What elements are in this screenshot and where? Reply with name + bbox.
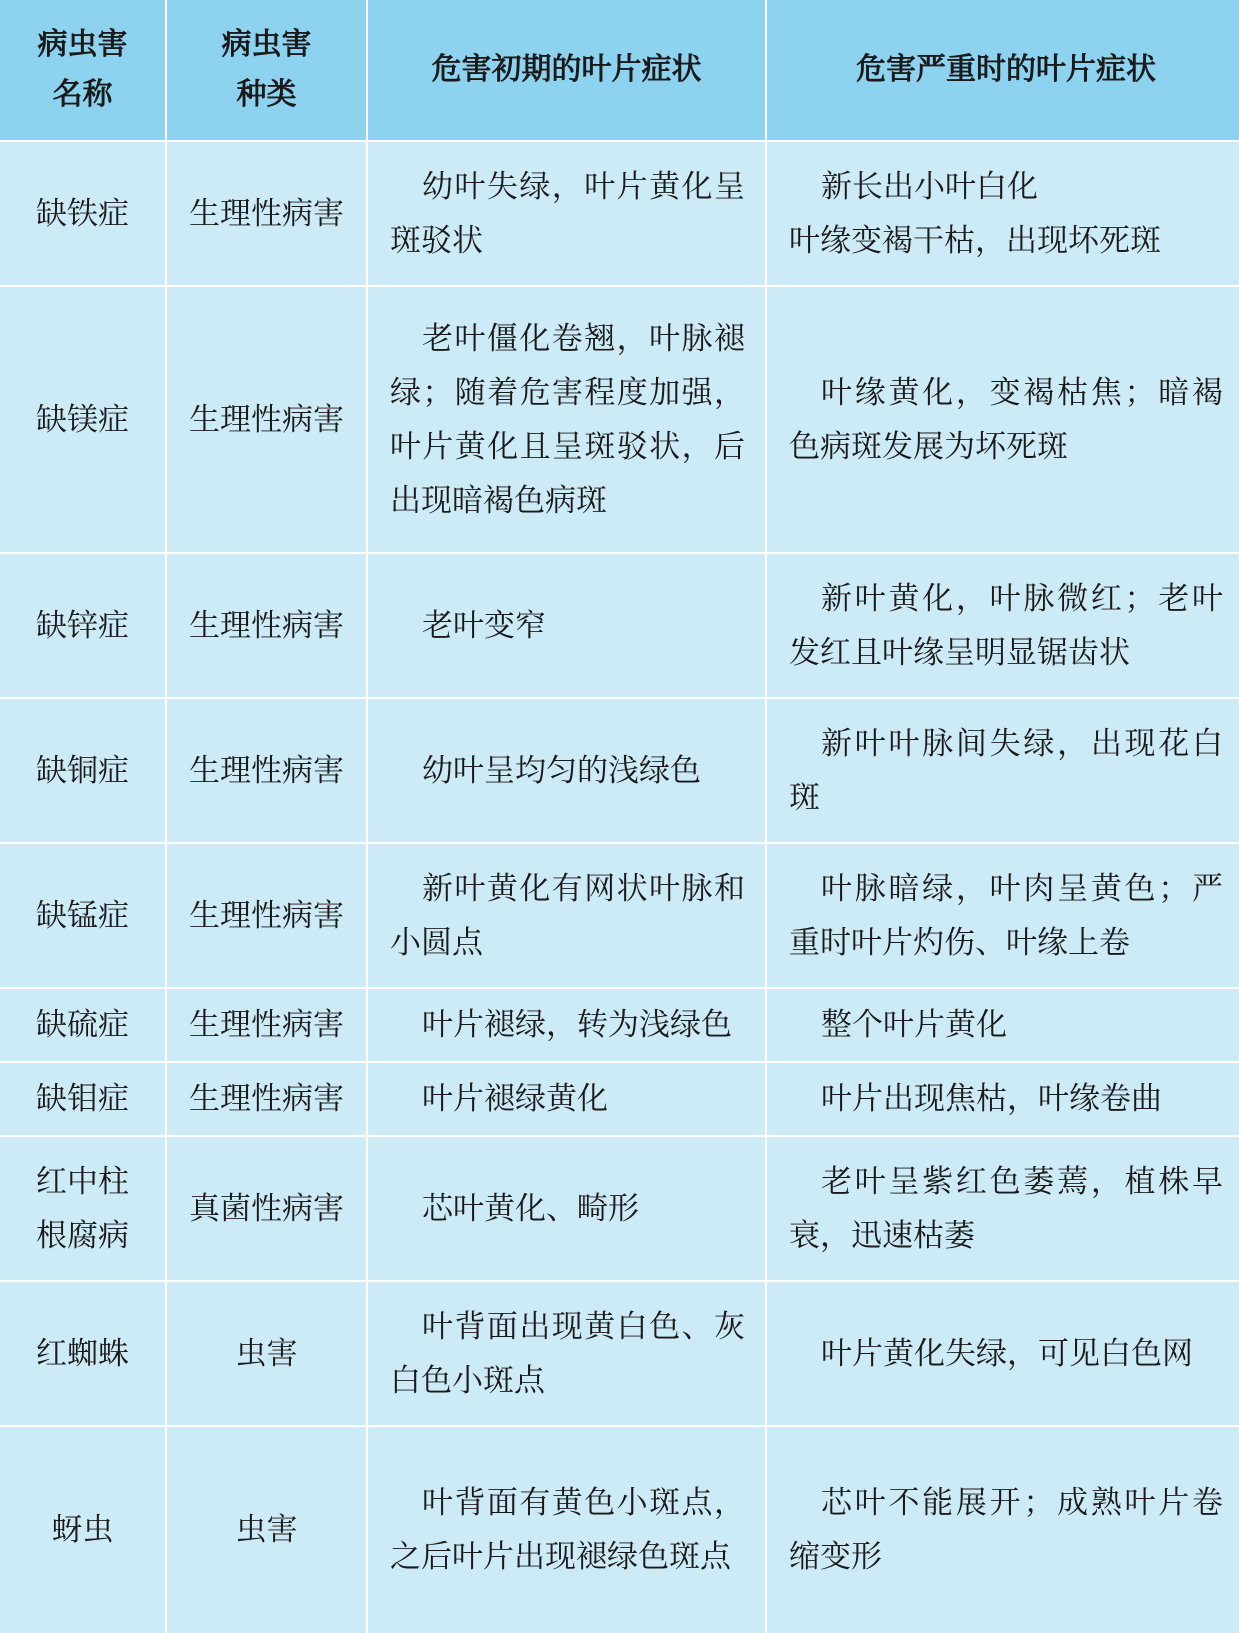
table-cell-text: 生理性病害: [189, 752, 344, 789]
table-cell-text: 新叶黄化，叶脉微红；老叶发红且叶缘呈明显锯齿状: [789, 580, 1223, 671]
cell-severe-symptoms: [767, 142, 1239, 285]
header-name-label: 病虫害 名称: [37, 27, 128, 112]
table-cell-text: 生理性病害: [189, 607, 344, 644]
table-cell-text: 虫害: [235, 1512, 298, 1548]
table-cell-text: 生理性病害: [189, 195, 344, 232]
table-cell-text: 缺钼症: [36, 1081, 129, 1117]
header-early-symptoms: [368, 0, 765, 140]
table-cell-text: 老叶呈紫红色萎蔫，植株早衰，迅速枯萎: [789, 1163, 1223, 1254]
table-cell-text: 叶片褪绿，转为浅绿色: [422, 1007, 732, 1043]
cell-severe-symptoms: [767, 1427, 1239, 1633]
table-cell-text: 虫害: [235, 1335, 298, 1372]
table-cell-text: 叶脉暗绿，叶肉呈黄色；严重时叶片灼伤、叶缘上卷: [789, 870, 1223, 961]
table-cell-text: 红蜘蛛: [36, 1335, 129, 1372]
cell-early-symptoms: [368, 699, 765, 842]
cell-pest-name: [0, 1063, 165, 1135]
cell-pest-type: [167, 1063, 366, 1135]
cell-pest-name: [0, 142, 165, 285]
cell-early-symptoms: [368, 554, 765, 697]
header-type-label: 病虫害 种类: [221, 27, 312, 112]
cell-pest-name: [0, 844, 165, 987]
table-cell-text: 新长出小叶白化 叶缘变褐干枯，出现坏死斑: [789, 168, 1161, 259]
cell-severe-symptoms: [767, 699, 1239, 842]
table-cell-text: 红中柱 根腐病: [36, 1163, 129, 1254]
cell-pest-type: [167, 989, 366, 1061]
cell-pest-type: [167, 844, 366, 987]
table-cell-text: 芯叶黄化、畸形: [422, 1190, 639, 1227]
header-name: [0, 0, 165, 140]
cell-early-symptoms: [368, 1427, 765, 1633]
cell-early-symptoms: [368, 287, 765, 552]
table-cell-text: 真菌性病害: [189, 1190, 344, 1227]
table-cell-text: 新叶叶脉间失绿，出现花白斑: [789, 725, 1223, 816]
cell-pest-type: [167, 142, 366, 285]
cell-early-symptoms: [368, 1137, 765, 1280]
cell-pest-name: [0, 1137, 165, 1280]
cell-severe-symptoms: [767, 844, 1239, 987]
table-cell-text: 叶缘黄化，变褐枯焦；暗褐色病斑发展为坏死斑: [789, 374, 1223, 465]
cell-pest-type: [167, 699, 366, 842]
table-cell-text: 蚜虫: [51, 1512, 114, 1548]
cell-pest-type: [167, 287, 366, 552]
table-cell-text: 缺锰症: [36, 897, 129, 934]
cell-severe-symptoms: [767, 1063, 1239, 1135]
table-cell-text: 叶片黄化失绿，可见白色网: [821, 1335, 1193, 1372]
table-cell-text: 缺硫症: [36, 1007, 129, 1043]
cell-severe-symptoms: [767, 554, 1239, 697]
table-cell-text: 缺铜症: [36, 752, 129, 789]
cell-pest-name: [0, 989, 165, 1061]
cell-pest-name: [0, 287, 165, 552]
table-cell-text: 叶片出现焦枯，叶缘卷曲: [821, 1081, 1162, 1117]
table-cell-text: 新叶黄化有网状叶脉和小圆点: [390, 870, 745, 961]
table-cell-text: 幼叶失绿，叶片黄化呈斑驳状: [390, 168, 745, 259]
table-cell-text: 缺铁症: [36, 195, 129, 232]
cell-pest-type: [167, 1282, 366, 1425]
header-type: [167, 0, 366, 140]
table-cell-text: 叶背面出现黄白色、灰白色小斑点: [390, 1308, 745, 1399]
table-cell-text: 生理性病害: [189, 401, 344, 438]
cell-early-symptoms: [368, 989, 765, 1061]
cell-early-symptoms: [368, 142, 765, 285]
cell-pest-name: [0, 554, 165, 697]
table-cell-text: 老叶变窄: [422, 607, 546, 644]
cell-severe-symptoms: [767, 989, 1239, 1061]
table-cell-text: 生理性病害: [189, 1081, 344, 1117]
cell-severe-symptoms: [767, 1137, 1239, 1280]
cell-pest-name: [0, 1427, 165, 1633]
cell-pest-type: [167, 1137, 366, 1280]
cell-early-symptoms: [368, 844, 765, 987]
table-cell-text: 缺锌症: [36, 607, 129, 644]
table-cell-text: 缺镁症: [36, 401, 129, 438]
table-cell-text: 老叶僵化卷翘，叶脉褪绿；随着危害程度加强，叶片黄化且呈斑驳状，后出现暗褐色病斑: [390, 320, 745, 519]
cell-severe-symptoms: [767, 1282, 1239, 1425]
cell-pest-name: [0, 1282, 165, 1425]
cell-early-symptoms: [368, 1063, 765, 1135]
cell-pest-type: [167, 1427, 366, 1633]
header-early-label: 危害初期的叶片症状: [431, 52, 702, 87]
table-cell-text: 芯叶不能展开；成熟叶片卷缩变形: [789, 1485, 1223, 1575]
table-cell-text: 整个叶片黄化: [821, 1007, 1007, 1043]
header-severe-symptoms: [767, 0, 1239, 140]
table-cell-text: 叶片褪绿黄化: [422, 1081, 608, 1117]
table-cell-text: 幼叶呈均匀的浅绿色: [422, 752, 701, 789]
cell-severe-symptoms: [767, 287, 1239, 552]
table-cell-text: 生理性病害: [189, 1007, 344, 1043]
table-cell-text: 叶背面有黄色小斑点，之后叶片出现褪绿色斑点: [390, 1485, 745, 1575]
header-late-label: 危害严重时的叶片症状: [856, 52, 1156, 87]
table-cell-text: 生理性病害: [189, 897, 344, 934]
cell-pest-type: [167, 554, 366, 697]
cell-pest-name: [0, 699, 165, 842]
cell-early-symptoms: [368, 1282, 765, 1425]
